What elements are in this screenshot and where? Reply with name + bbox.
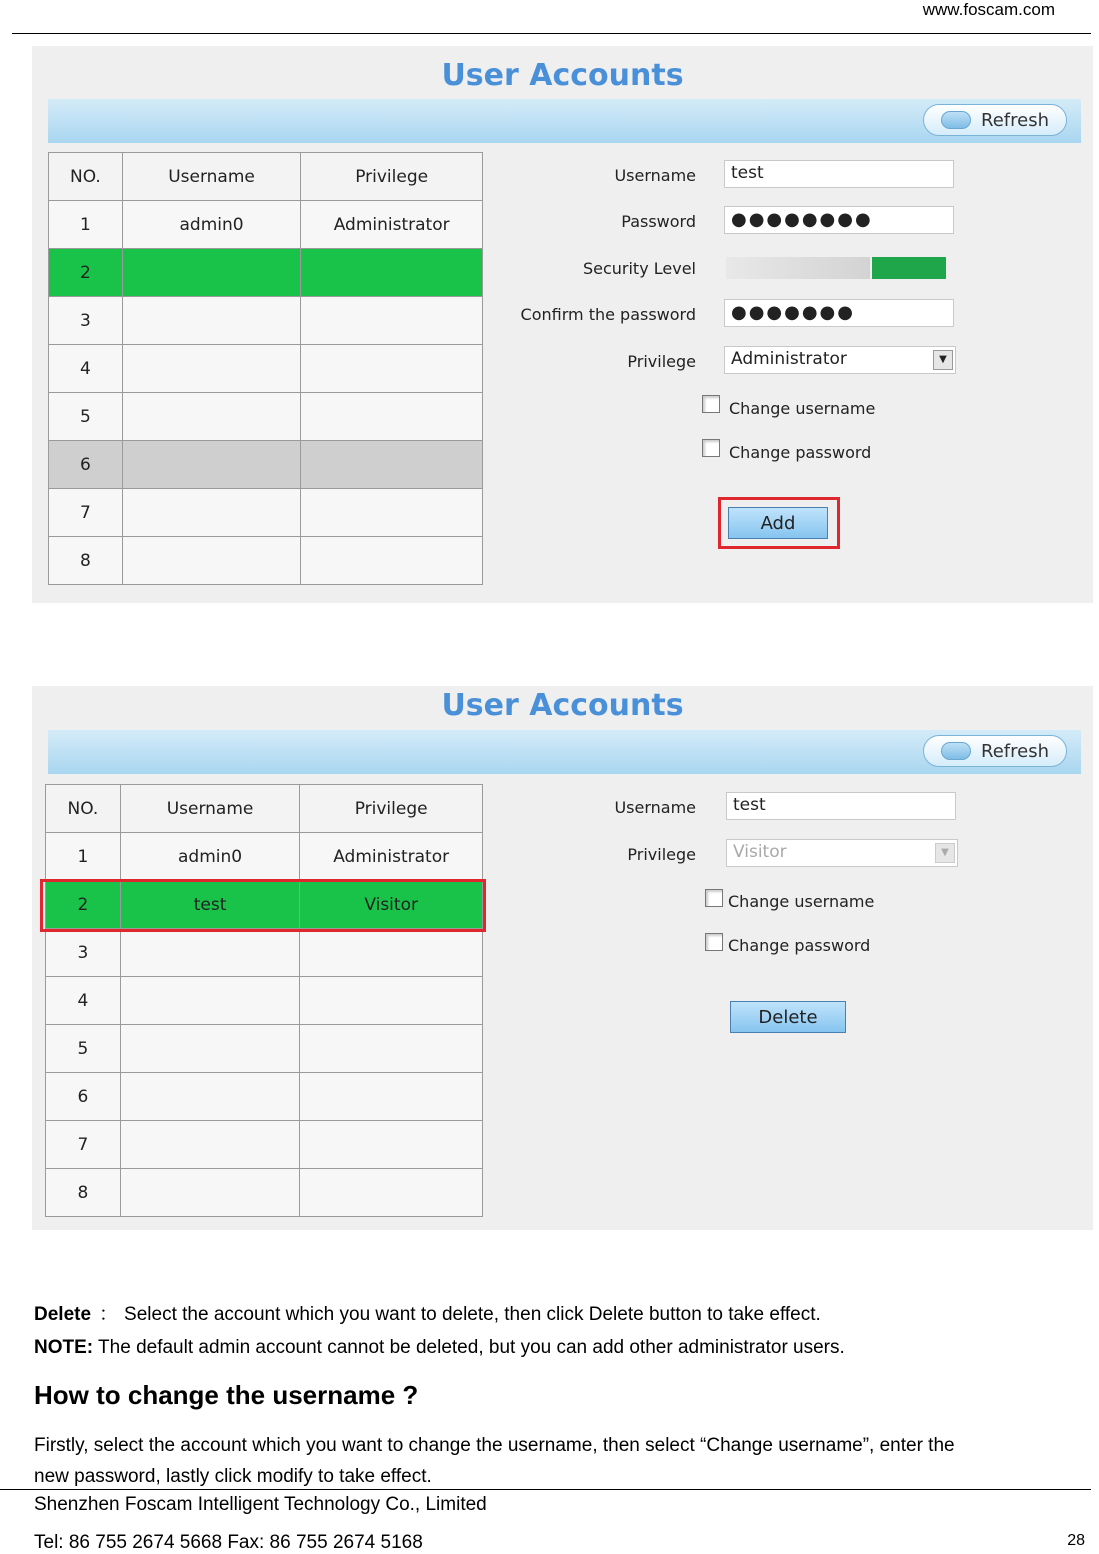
row-username: [120, 929, 300, 977]
row-username: [122, 441, 301, 489]
confirm-password-field[interactable]: ●●●●●●●: [724, 299, 954, 327]
change-password-label: Change password: [728, 936, 871, 955]
privilege-select-value: Administrator: [731, 349, 847, 369]
table-row[interactable]: [49, 345, 483, 393]
panel-title: User Accounts: [441, 688, 684, 723]
row-username: [122, 345, 301, 393]
row-privilege: [301, 297, 483, 345]
column-header-username: Username: [122, 153, 301, 201]
accounts-table: [45, 784, 483, 1217]
row-privilege: [301, 489, 483, 537]
change-username-checkbox[interactable]: [705, 889, 723, 907]
row-number: 8: [49, 537, 123, 585]
table-row[interactable]: [49, 201, 483, 249]
footer-contact: Tel: 86 755 2674 5668 Fax: 86 755 2674 5168: [34, 1532, 423, 1553]
row-number: 2: [49, 249, 123, 297]
row-privilege: Administrator: [300, 833, 483, 881]
privilege-label: Privilege: [627, 352, 696, 371]
table-row-hover[interactable]: [49, 441, 483, 489]
column-header-username: Username: [120, 785, 300, 833]
row-privilege: Visitor: [300, 881, 483, 929]
row-number: 6: [46, 1073, 121, 1121]
footer-company: Shenzhen Foscam Intelligent Technology Co., Limited: [34, 1494, 487, 1515]
row-number: 7: [46, 1121, 121, 1169]
table-row[interactable]: [49, 489, 483, 537]
user-accounts-panel-add: [32, 46, 1093, 603]
change-password-checkbox[interactable]: [702, 439, 720, 457]
change-password-label: Change password: [729, 443, 872, 462]
username-label: Username: [614, 166, 696, 185]
change-username-label: Change username: [729, 399, 876, 418]
row-privilege: [301, 345, 483, 393]
delete-button[interactable]: Delete: [730, 1001, 846, 1033]
privilege-label: Privilege: [627, 845, 696, 864]
table-row[interactable]: [46, 1169, 483, 1217]
chevron-down-icon: ▼: [933, 350, 953, 370]
row-privilege: [300, 929, 483, 977]
note-paragraph: [34, 1335, 845, 1361]
confirm-password-label: Confirm the password: [520, 305, 696, 324]
panel-title: User Accounts: [441, 58, 684, 93]
row-username: [120, 1025, 300, 1073]
table-row[interactable]: [46, 977, 483, 1025]
row-privilege: [300, 1025, 483, 1073]
privilege-select-value: Visitor: [733, 842, 787, 862]
refresh-button[interactable]: [923, 735, 1067, 767]
table-row[interactable]: [46, 1073, 483, 1121]
row-number: 4: [46, 977, 121, 1025]
page-number: 28: [1067, 1532, 1085, 1549]
row-username: [120, 977, 300, 1025]
security-level-label: Security Level: [582, 259, 696, 278]
table-row[interactable]: [49, 537, 483, 585]
table-row[interactable]: [46, 833, 483, 881]
add-button[interactable]: Add: [728, 507, 828, 539]
row-number: 3: [49, 297, 123, 345]
row-number: 7: [49, 489, 123, 537]
refresh-label: Refresh: [981, 109, 1049, 131]
row-username: [122, 249, 301, 297]
row-username: [122, 297, 301, 345]
column-header-no: NO.: [49, 153, 123, 201]
section-heading: How to change the username ?: [34, 1380, 419, 1410]
change-username-checkbox[interactable]: [702, 395, 720, 413]
note-term: NOTE:: [34, 1337, 94, 1358]
row-privilege: [301, 393, 483, 441]
footer-rule: [0, 1489, 1091, 1490]
table-row[interactable]: [46, 1025, 483, 1073]
chevron-down-icon: ▼: [935, 843, 955, 863]
row-number: 4: [49, 345, 123, 393]
header-rule: [12, 33, 1091, 34]
column-header-privilege: Privilege: [301, 153, 483, 201]
table-row[interactable]: [46, 929, 483, 977]
paragraph-line-2: new password, lastly click modify to take effect.: [34, 1466, 432, 1487]
row-number: 5: [49, 393, 123, 441]
row-username: admin0: [120, 833, 300, 881]
refresh-icon: [941, 742, 971, 760]
user-accounts-panel-delete: [32, 686, 1093, 1230]
row-privilege: [301, 249, 483, 297]
row-privilege: [300, 1169, 483, 1217]
row-username: [122, 537, 301, 585]
username-field[interactable]: test: [724, 160, 954, 188]
refresh-label: Refresh: [981, 740, 1049, 762]
delete-text: Select the account which you want to delete, then click Delete button to take effect.: [124, 1304, 821, 1325]
row-username: [122, 393, 301, 441]
change-username-label: Change username: [728, 892, 875, 911]
password-field[interactable]: ●●●●●●●●: [724, 206, 954, 234]
note-text: The default admin account cannot be deleted, but you can add other administrator users.: [93, 1337, 845, 1358]
username-label: Username: [614, 798, 696, 817]
row-privilege: [300, 1073, 483, 1121]
delete-term: Delete: [34, 1304, 92, 1325]
delete-description: [34, 1302, 821, 1328]
row-privilege: [300, 977, 483, 1025]
change-password-checkbox[interactable]: [705, 933, 723, 951]
accounts-table: [48, 152, 483, 585]
row-privilege: [300, 1121, 483, 1169]
site-url: www.foscam.com: [922, 0, 1055, 19]
column-header-privilege: Privilege: [300, 785, 483, 833]
row-username: test: [120, 881, 300, 929]
toolbar: [48, 730, 1081, 774]
column-header-no: NO.: [46, 785, 121, 833]
privilege-select[interactable]: [724, 346, 956, 374]
password-label: Password: [621, 212, 696, 231]
refresh-button[interactable]: [923, 104, 1067, 136]
row-number: 8: [46, 1169, 121, 1217]
row-privilege: [301, 441, 483, 489]
row-number: 3: [46, 929, 121, 977]
privilege-select[interactable]: [726, 839, 958, 867]
table-row[interactable]: [46, 1121, 483, 1169]
username-field[interactable]: test: [726, 792, 956, 820]
row-username: [120, 1121, 300, 1169]
row-privilege: [301, 537, 483, 585]
row-privilege: Administrator: [301, 201, 483, 249]
security-level-indicator: [872, 257, 946, 279]
security-level-track: [726, 257, 870, 279]
paragraph-line-1: Firstly, select the account which you want to change the username, then select “Change username”, enter the: [34, 1435, 955, 1456]
row-number: 5: [46, 1025, 121, 1073]
row-username: admin0: [122, 201, 301, 249]
row-username: [120, 1073, 300, 1121]
table-row[interactable]: [49, 297, 483, 345]
delete-separator: ：: [99, 1304, 119, 1325]
row-number: 6: [49, 441, 123, 489]
refresh-icon: [941, 111, 971, 129]
row-username: [122, 489, 301, 537]
row-username: [120, 1169, 300, 1217]
toolbar: [48, 99, 1081, 143]
row-number: 1: [49, 201, 123, 249]
row-number: 2: [46, 881, 121, 929]
row-number: 1: [46, 833, 121, 881]
table-row[interactable]: [49, 393, 483, 441]
highlight-box: [40, 879, 486, 932]
table-row-selected[interactable]: [49, 249, 483, 297]
